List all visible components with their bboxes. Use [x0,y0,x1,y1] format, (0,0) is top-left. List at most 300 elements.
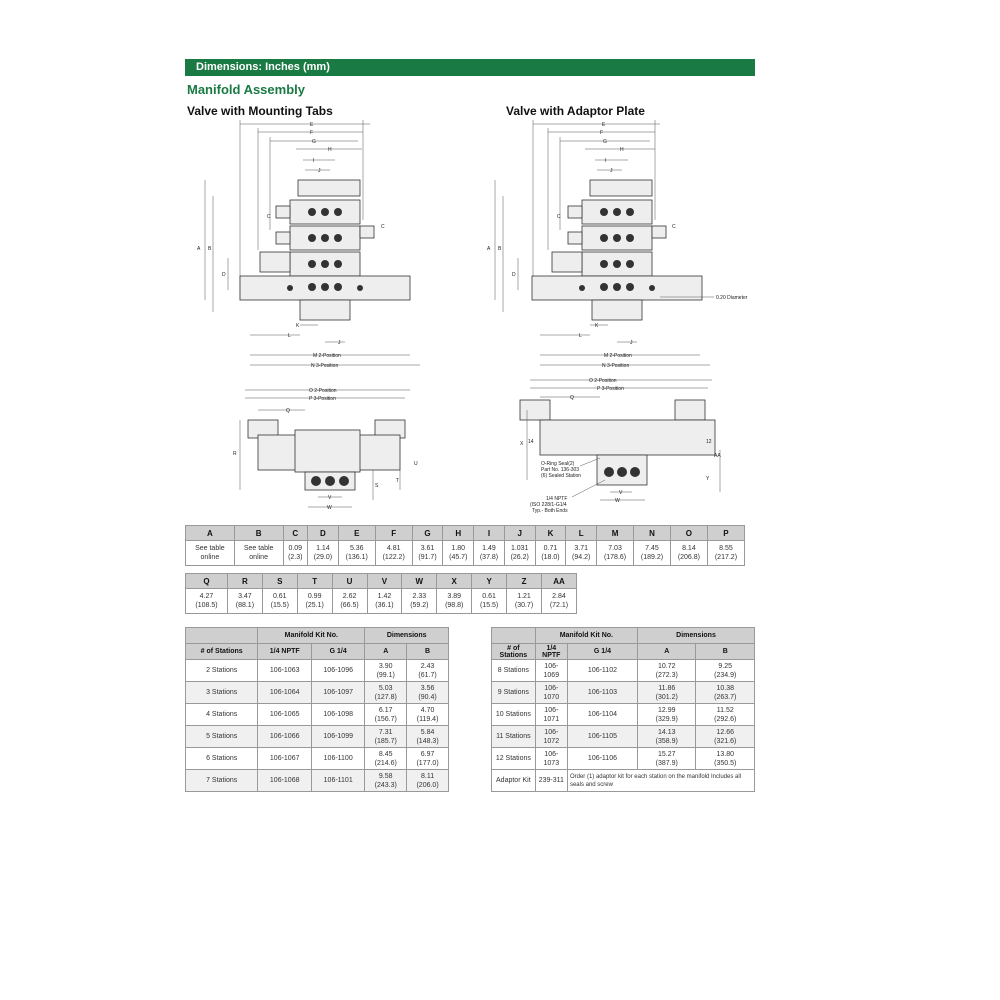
dim-a-cell [365,704,407,726]
col-a: A [638,644,696,660]
dim-header-H: H [443,526,474,541]
g-kit-cell: 106-1097 [312,682,365,704]
stations-cell: 5 Stations [186,726,258,748]
dim-b-inch: 11.52 [716,706,734,714]
dim-header-U: U [332,574,367,589]
dim-value-inch: 4.27 [199,593,214,600]
dim-header-L: L [566,526,597,541]
dim-header-T: T [297,574,332,589]
dim-value-mm: (88.1) [235,602,255,609]
npt-note-1: 1/4 NPTF [546,496,568,502]
dim-a-mm: (301.2) [655,693,678,701]
dim-value-inch: 7.03 [608,545,622,552]
dim-label-S: S [375,483,379,489]
oring-note-2: Part No. 136-303 [541,467,580,473]
npt-kit-cell: 106-1068 [258,770,312,792]
dim-a-inch: 5.03 [378,684,393,692]
dim-a-cell [638,704,696,726]
dim-value-mm: online [249,554,268,561]
dim-b-mm: (292.6) [714,715,737,723]
dim-b-cell [696,660,755,682]
col-npt: 1/4 NPTF [258,644,312,660]
dim-value-V [367,589,402,614]
dim-label-D: D [222,272,226,278]
left-plan-view [197,120,420,369]
dimensions-header: Dimensions: Inches (mm) [185,59,755,76]
dim-a-cell [365,682,407,704]
dim-b-mm: (263.7) [714,693,737,701]
npt-kit-cell: 106-1065 [258,704,312,726]
dim-value-inch: 0.71 [543,545,558,552]
dim-value-O [670,541,707,566]
dim-value-inch: 1.49 [482,545,496,552]
dim-value-mm: (189.2) [640,554,664,561]
g-kit-cell: 106-1106 [567,748,637,770]
dim-label-H: H [328,147,332,153]
port-12-label: 12 [706,439,712,445]
dim-b-inch: 9.25 [718,662,733,670]
dim-header-V: V [367,574,402,589]
col-npt: 1/4 NPTF [535,644,567,660]
dim-value-X [437,589,472,614]
g-kit-cell: 106-1101 [312,770,365,792]
dim-value-mm: (94.2) [572,554,591,561]
dim-value-mm: (30.7) [514,602,534,609]
dim-header-N: N [634,526,671,541]
dim-label-K-right: K [595,323,599,329]
dim-value-inch: 7.45 [645,545,659,552]
dim-value-mm: (122.2) [382,554,405,561]
dim-value-mm: (206.8) [677,554,700,561]
group-dimensions: Dimensions [365,628,449,644]
adaptor-kit-part: 239-311 [535,770,567,792]
dim-label-W-right: W [615,498,620,504]
dim-value-J [504,541,535,566]
dim-value-D [308,541,339,566]
dim-value-inch: 3.61 [420,545,435,552]
dim-a-cell [365,748,407,770]
col-spacer [186,628,258,644]
dim-header-P: P [707,526,744,541]
dim-value-inch: See table [195,545,225,552]
right-figure-title: Valve with Adaptor Plate [506,104,645,118]
g-kit-cell: 106-1104 [567,704,637,726]
col-g: G 1/4 [567,644,637,660]
dim-value-W [402,589,437,614]
dim-label-B: B [208,246,212,252]
npt-kit-cell: 106-1069 [535,660,567,682]
dim-b-inch: 5.84 [420,728,435,736]
dim-value-mm: (72.1) [549,602,569,609]
dim-a-mm: (329.9) [655,715,678,723]
dim-b-inch: 8.11 [421,772,435,780]
dim-value-inch: 1.21 [517,593,531,600]
dim-b-cell [696,704,755,726]
dim-b-inch: 6.97 [420,750,435,758]
dim-a-cell [365,726,407,748]
stations-cell: 4 Stations [186,704,258,726]
dim-value-inch: 3.71 [574,545,588,552]
dimension-table-1 [185,525,745,566]
dimension-table-2 [185,573,577,614]
dim-value-inch: 2.84 [552,593,566,600]
dim-label-E-right: E [602,122,606,128]
dim-label-V-right: V [619,490,623,496]
dim-header-C: C [283,526,308,541]
dim-b-mm: (148.3) [416,737,439,745]
dim-header-G: G [412,526,443,541]
table-row [186,748,449,770]
dim-label-K: K [296,323,300,329]
dim-a-cell [365,660,407,682]
stations-cell: 2 Stations [186,660,258,682]
dim-a-inch: 7.31 [378,728,393,736]
dim-header-X: X [437,574,472,589]
dim-label-E: E [310,122,314,128]
dim-b-mm: (321.6) [714,737,737,745]
dim-value-inch: 3.47 [238,593,252,600]
group-dimensions: Dimensions [638,628,755,644]
dim-value-mm: (136.1) [345,554,368,561]
dim-label-U: U [414,461,418,467]
dim-b-cell [696,726,755,748]
dim-label-R: R [233,451,237,457]
dim-a-inch: 15.27 [657,750,676,758]
dim-a-cell [638,682,696,704]
dim-value-mm: (15.5) [270,602,289,609]
dim-value-inch: 1.031 [510,545,529,552]
manifold-kit-table-left [185,627,449,792]
dim-value-T [297,589,332,614]
dim-label-F-right: F [600,130,604,136]
dim-label-O-right: O 2-Position [589,378,617,384]
dim-label-Y: Y [706,476,710,482]
manifold-kit-table-right [491,627,755,792]
dim-a-cell [638,726,696,748]
dim-header-M: M [597,526,634,541]
dim-a-inch: 9.58 [378,772,393,780]
g-kit-cell: 106-1102 [567,660,637,682]
dim-value-inch: 5.36 [349,545,364,552]
npt-kit-cell: 106-1071 [535,704,567,726]
dim-label-T: T [396,478,400,484]
dim-b-inch: 2.43 [420,662,435,670]
dim-label-D-right: D [512,272,516,278]
dim-header-I: I [474,526,505,541]
dim-label-M-right: M 2-Position [604,353,632,359]
dim-a-inch: 10.72 [657,662,676,670]
g-kit-cell: 106-1096 [312,660,365,682]
col-g: G 1/4 [312,644,365,660]
dim-label-C-right-right: C [672,224,676,230]
dim-value-F [375,541,412,566]
dim-label-P: P 3-Position [309,396,336,402]
dim-header-S: S [262,574,297,589]
dim-value-C [283,541,308,566]
dim-b-inch: 10.38 [716,684,734,692]
dim-header-O: O [670,526,707,541]
stations-cell: 10 Stations [492,704,536,726]
dim-value-inch: 1.42 [377,593,392,600]
stations-cell: 6 Stations [186,748,258,770]
stations-cell: 3 Stations [186,682,258,704]
npt-kit-cell: 106-1073 [535,748,567,770]
dim-header-AA: AA [541,574,576,589]
dim-header-A: A [186,526,235,541]
stations-cell: 9 Stations [492,682,536,704]
dim-value-mm: (91.7) [418,554,437,561]
dim-value-inch: 0.09 [288,545,303,552]
dim-a-mm: (358.9) [655,737,678,745]
dim-value-inch: 0.61 [272,593,287,600]
npt-note-2: (ISO 228/1-G1/4 [530,502,567,508]
dim-value-AA [541,589,576,614]
dim-value-inch: See table [243,545,274,552]
dim-value-inch: 3.89 [447,593,462,600]
dim-label-F: F [310,130,314,136]
dim-b-mm: (234.9) [714,671,737,679]
npt-note-3: Typ.- Both Ends [532,508,568,514]
dim-header-K: K [535,526,566,541]
dim-value-mm: (45.7) [449,554,468,561]
dim-a-mm: (185.7) [374,737,397,745]
dim-value-G [412,541,443,566]
dim-a-inch: 14.13 [657,728,676,736]
dim-value-Q [186,589,228,614]
dim-b-cell [696,682,755,704]
dim-header-Q: Q [186,574,228,589]
dim-label-W: W [327,505,332,511]
dim-header-B: B [234,526,283,541]
dim-b-inch: 3.56 [420,684,435,692]
port-14-label: 14 [528,439,534,445]
dim-value-mm: online [200,554,220,561]
dim-label-J: J [318,168,321,174]
npt-kit-cell: 106-1072 [535,726,567,748]
adaptor-kit-note: Order (1) adaptor kit for each station on the manifold Includes all seals and screw [567,770,754,792]
adaptor-kit-row [492,770,755,792]
dim-value-mm: (29.0) [313,554,333,561]
dim-b-mm: (350.5) [714,759,737,767]
col-b: B [407,644,449,660]
dim-b-cell [407,660,449,682]
dim-label-A: A [197,246,201,252]
table-row [186,726,449,748]
left-side-view [233,388,418,511]
dim-b-cell [696,748,755,770]
dim-label-M: M 2-Position [313,353,341,359]
dim-header-R: R [227,574,262,589]
g-kit-cell: 106-1098 [312,704,365,726]
dim-b-mm: (177.0) [416,759,439,767]
dim-b-mm: (206.0) [416,781,439,789]
dim-value-B [234,541,283,566]
dim-label-G: G [312,139,316,145]
right-plan-view [487,120,748,369]
group-manifold-kit: Manifold Kit No. [258,628,365,644]
g-kit-cell: 106-1100 [312,748,365,770]
dim-value-mm: (59.2) [410,602,429,609]
dim-value-inch: 1.14 [316,545,330,552]
dim-label-G-right: G [603,139,607,145]
dim-value-mm: (98.8) [445,602,464,609]
dim-label-J-bottom: J [338,340,341,346]
group-manifold-kit: Manifold Kit No. [535,628,637,644]
dim-label-H-right: H [620,147,624,153]
diameter-label: 0.20 Diameter [716,295,748,301]
table-row [186,770,449,792]
dim-a-mm: (214.6) [374,759,397,767]
dim-label-X: X [520,441,524,447]
dim-label-L: L [288,333,291,339]
dim-a-mm: (243.3) [374,781,397,789]
dim-label-J-right: J [610,168,613,174]
dim-value-mm: (37.8) [479,554,499,561]
dim-header-J: J [504,526,535,541]
dim-b-cell [407,770,449,792]
dim-a-inch: 6.17 [378,706,393,714]
dim-value-mm: (18.0) [541,554,560,561]
dim-value-H [443,541,474,566]
dim-value-R [227,589,262,614]
dim-b-mm: (119.4) [416,715,439,723]
npt-kit-cell: 106-1063 [258,660,312,682]
dim-label-I: I [313,158,315,164]
table-row [492,748,755,770]
dim-a-cell [365,770,407,792]
table-row [186,704,449,726]
dim-value-mm: (178.6) [603,554,627,561]
dim-b-inch: 4.70 [420,706,435,714]
stations-cell: 12 Stations [492,748,536,770]
dim-value-inch: 8.55 [719,545,733,552]
stations-cell: 11 Stations [492,726,536,748]
dim-b-cell [407,704,449,726]
dim-value-mm: (108.5) [195,602,218,609]
dim-value-inch: 0.99 [307,593,322,600]
dim-value-S [262,589,297,614]
adaptor-kit-label: Adaptor Kit [492,770,536,792]
dim-value-I [474,541,505,566]
dim-a-mm: (127.8) [374,693,397,701]
dim-value-N [634,541,671,566]
col-stations: # of Stations [186,644,258,660]
dim-label-C-right-left: C [557,214,561,220]
dim-value-M [597,541,634,566]
dim-value-inch: 1.80 [451,545,466,552]
dim-label-I-right: I [605,158,607,164]
table-row [492,660,755,682]
dim-value-mm: (217.2) [714,554,738,561]
dim-value-mm: (2.3) [288,554,303,561]
dim-a-cell [638,748,696,770]
dim-value-E [338,541,375,566]
table-row [492,704,755,726]
right-side-view [520,378,721,514]
dimension-table-1-values [186,541,745,566]
table-row [492,726,755,748]
dimension-table-2-values [186,589,577,614]
dim-label-N-right: N 3-Position [602,363,630,369]
dim-a-mm: (156.7) [374,715,397,723]
dim-value-mm: (66.5) [340,602,359,609]
dim-a-mm: (387.9) [655,759,678,767]
col-a: A [365,644,407,660]
dim-b-inch: 13.80 [716,750,734,758]
dim-value-P [707,541,744,566]
dim-label-Q-right: Q [570,395,574,401]
dim-b-cell [407,748,449,770]
dim-label-A-right: A [487,246,491,252]
dim-b-cell [407,726,449,748]
g-kit-cell: 106-1099 [312,726,365,748]
dim-value-U [332,589,367,614]
dim-label-C-left: C [267,214,271,220]
dim-header-Y: Y [472,574,507,589]
g-kit-cell: 106-1103 [567,682,637,704]
col-stations: # of Stations [492,644,536,660]
dim-header-D: D [308,526,339,541]
dim-value-inch: 0.61 [482,593,496,600]
dim-b-inch: 12.66 [716,728,734,736]
dim-a-cell [638,660,696,682]
dim-header-F: F [375,526,412,541]
npt-kit-cell: 106-1067 [258,748,312,770]
col-b: B [696,644,755,660]
g-kit-cell: 106-1105 [567,726,637,748]
dim-value-A [186,541,235,566]
dim-a-inch: 12.99 [657,706,676,714]
dim-b-mm: (61.7) [418,671,437,679]
dim-b-cell [407,682,449,704]
stations-cell: 8 Stations [492,660,536,682]
dim-value-mm: (36.1) [375,602,394,609]
dim-label-P-right: P 3-Position [597,386,624,392]
oring-note-1: O-Ring Seal(2) [541,461,575,467]
dim-label-N: N 3-Position [311,363,339,369]
dim-label-Q: Q [286,408,290,414]
dim-label-AA: AA [714,453,721,459]
dimension-table-2-header [186,574,577,589]
dim-label-B-right: B [498,246,502,252]
dim-header-E: E [338,526,375,541]
dim-header-Z: Z [507,574,542,589]
dim-a-inch: 11.86 [658,684,676,692]
dim-a-inch: 3.90 [378,662,393,670]
dim-label-J-bottom-right: J [630,340,633,346]
dim-value-L [566,541,597,566]
dim-label-O: O 2-Position [309,388,337,394]
npt-kit-cell: 106-1066 [258,726,312,748]
dim-b-mm: (90.4) [418,693,437,701]
dim-label-V: V [328,495,332,501]
dim-value-mm: (25.1) [305,602,324,609]
dim-value-K [535,541,566,566]
dim-label-L-right: L [579,333,582,339]
dim-label-C-right: C [381,224,385,230]
col-spacer [492,628,536,644]
dim-a-mm: (272.3) [655,671,678,679]
dim-value-inch: 2.62 [342,593,357,600]
stations-cell: 7 Stations [186,770,258,792]
dim-value-mm: (15.5) [479,602,499,609]
dim-a-mm: (99.1) [376,671,395,679]
dim-value-mm: (26.2) [510,554,529,561]
dim-value-Z [507,589,542,614]
section-title: Manifold Assembly [187,82,305,97]
npt-kit-cell: 106-1064 [258,682,312,704]
dim-a-inch: 8.45 [378,750,393,758]
